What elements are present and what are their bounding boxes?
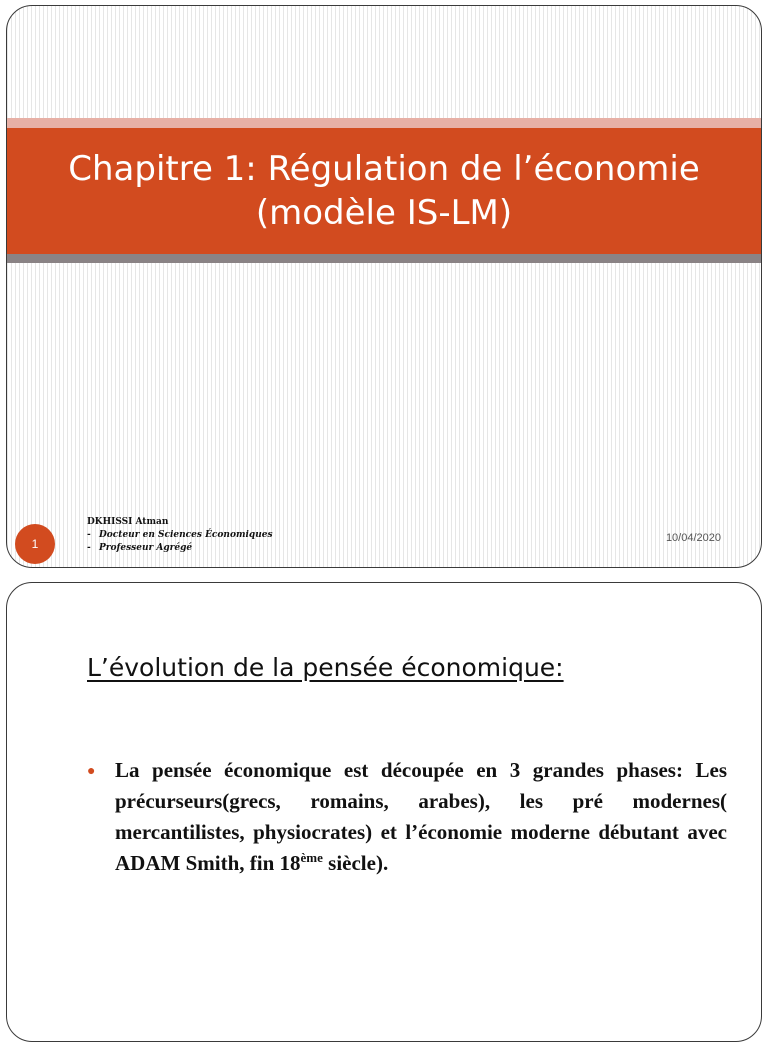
slide-date: 10/04/2020 (665, 532, 721, 544)
author-name: DKHISSI Atman (87, 517, 169, 527)
bullet-text-superscript: ème (300, 850, 323, 865)
dash-glyph: - (87, 530, 91, 540)
slide-title-line-2: (modèle IS-LM) (255, 193, 513, 233)
bullet-text-end: siècle). (322, 851, 389, 875)
bullet-icon: ● (87, 762, 96, 778)
author-block (87, 516, 273, 555)
bullet-text-main: La pensée économique est découpée en 3 grandes phases: Les précurseurs(grecs, romains, arabes), les pré modernes( mercantilistes, physiocrates) et l’économie moderne débutant avec ADAM Smith, fin 18 (115, 758, 727, 875)
author-line-2 (87, 542, 273, 555)
pink-accent-band (7, 118, 761, 128)
title-band (7, 128, 761, 254)
content-slide (6, 582, 762, 1042)
slide-number: 1 (31, 537, 39, 551)
dash-glyph: - (87, 543, 91, 553)
slide-title-line-1: Chapitre 1: Régulation de l’économie (68, 149, 700, 189)
title-slide (6, 5, 762, 568)
bullet-text (115, 755, 727, 879)
gray-accent-band (7, 254, 761, 263)
bullet-item (87, 755, 727, 879)
author-title: Professeur Agrégé (99, 543, 193, 553)
author-degree: Docteur en Sciences Économiques (99, 530, 273, 540)
slide-number-badge (15, 524, 55, 564)
slide-heading: L’évolution de la pensée économique: (87, 653, 564, 682)
author-line-1 (87, 529, 273, 542)
